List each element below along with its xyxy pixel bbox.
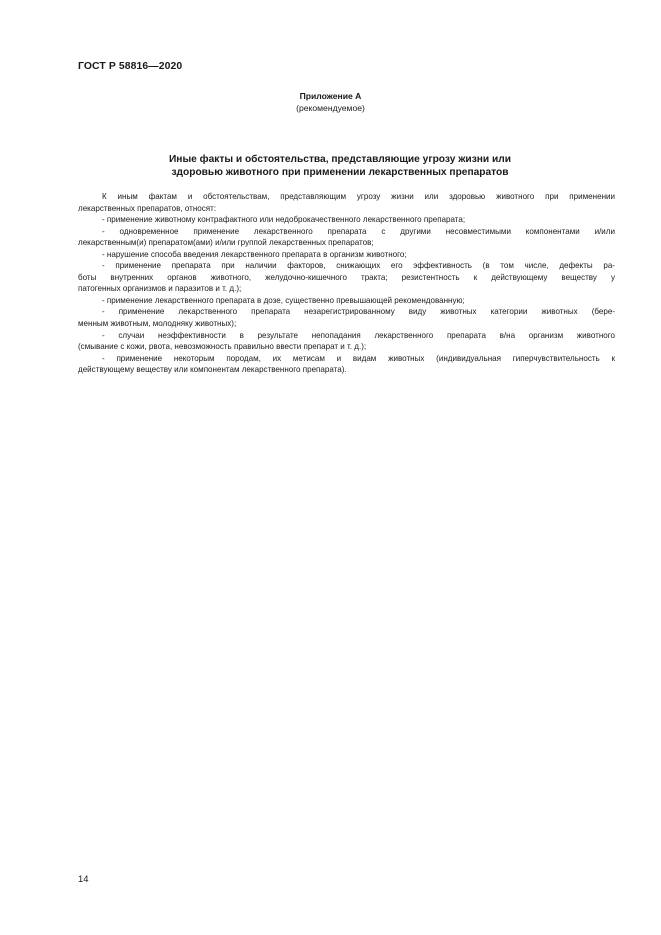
- section-title-line-1: Иные факты и обстоятельства, представляющие угрозу жизни или: [168, 154, 511, 165]
- annex-status: (рекомендуемое): [296, 102, 365, 113]
- body-line: (смывание с кожи, рвота, невозможность правильно ввести препарат и т. д.);: [78, 342, 367, 352]
- list-item: - одновременное применение лекарственного препарата с другими несовместимыми компонентами и/или: [102, 226, 615, 236]
- body-line: лекарственных препаратов, относят:: [78, 203, 217, 213]
- body-text: [78, 191, 615, 376]
- annex-label: Приложение А: [299, 91, 362, 101]
- section-title-line-2: здоровью животного при применении лекарственных препаратов: [171, 167, 509, 178]
- list-item: - применение препарата при наличии факторов, снижающих его эффективность (в том числе, дефекты ра-: [102, 261, 615, 271]
- section-title: [90, 153, 590, 179]
- annex-heading: [0, 91, 661, 114]
- body-line: К иным фактам и обстоятельствам, представляющим угрозу жизни или здоровью животного при применении: [102, 192, 615, 201]
- list-item: - применение животному контрафактного или недоброкачественного лекарственного препарата;: [102, 215, 466, 225]
- body-line: лекарственным(и) препаратом(ами) и/или группой лекарственных препаратов;: [78, 238, 374, 248]
- standard-id: ГОСТ Р 58816—2020: [78, 61, 183, 72]
- list-item: - применение лекарственного препарата в дозе, существенно превышающей рекомендованную;: [102, 295, 465, 305]
- list-item: - нарушение способа введения лекарственного препарата в организм животного;: [102, 249, 407, 259]
- body-line: менным животным, молодняку животных);: [78, 319, 237, 329]
- list-item: - применение некоторым породам, их метисам и видам животных (индивидуальная гиперчувствительность к: [102, 353, 615, 363]
- body-line: боты внутренних органов животного, желудочно-кишечного тракта; резистентность к действующему веществу у: [78, 272, 615, 282]
- list-item: - применение лекарственного препарата незарегистрированному виду животных категории животных (бере-: [102, 307, 615, 317]
- body-line: действующему веществу или компонентам лекарственного препарата).: [78, 365, 347, 375]
- list-item: - случаи неэффективности в результате непопадания лекарственного препарата в/на организм животного: [102, 330, 615, 340]
- body-line: патогенных организмов и паразитов и т. д.);: [78, 284, 242, 294]
- page-number: 14: [78, 873, 89, 884]
